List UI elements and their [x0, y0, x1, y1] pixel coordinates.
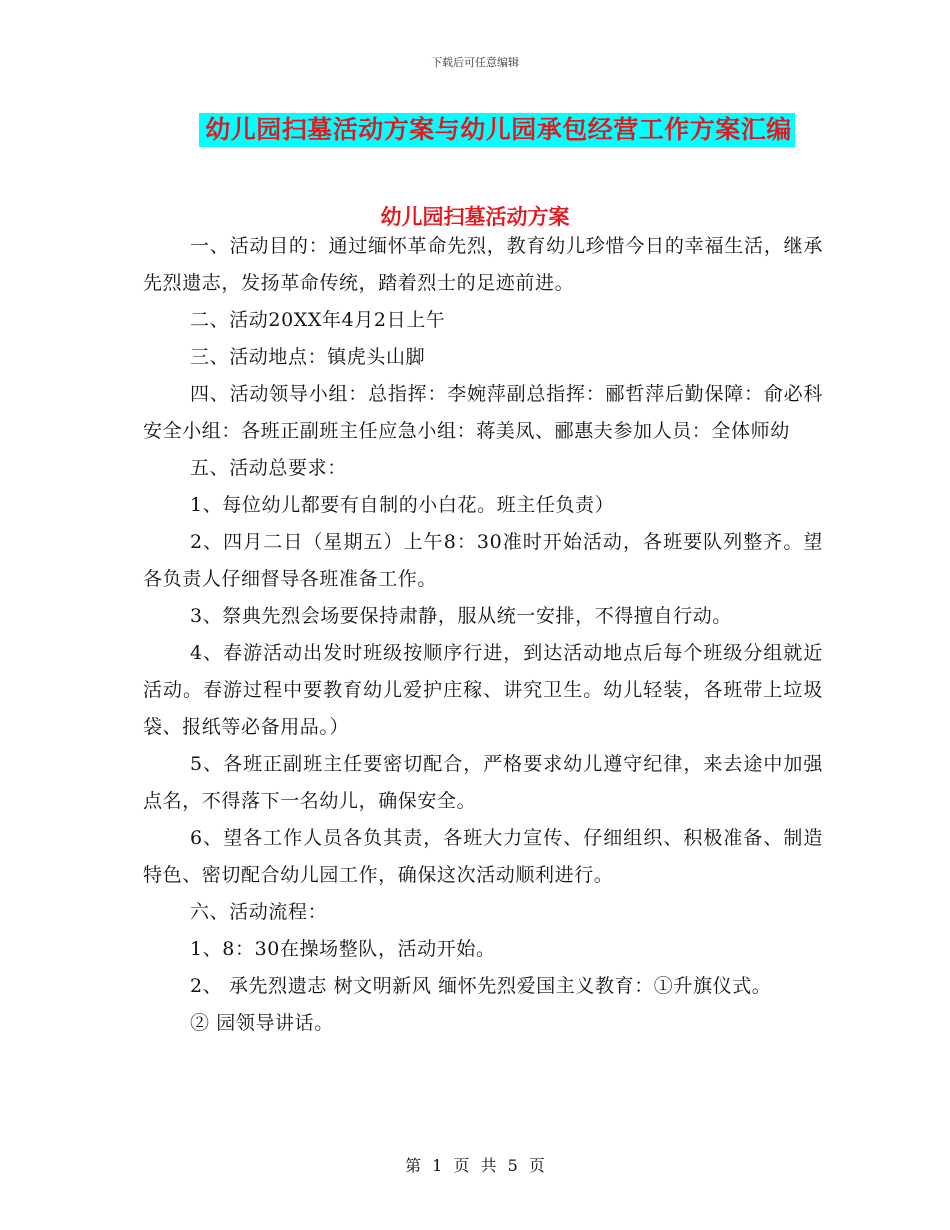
- paragraph: 1、8：30在操场整队，活动开始。: [190, 938, 496, 960]
- document-body: [143, 228, 823, 1042]
- page-header-note: 下载后可任意编辑: [431, 56, 519, 69]
- paragraph: 6、望各工作人员各负其责，各班大力宣传、仔细组织、积极准备、制造特色、密切配合幼儿园工作，确保这次活动顺利进行。: [143, 827, 823, 886]
- paragraph: 2、 承先烈遗志 树文明新风 缅怀先烈爱国主义教育：①升旗仪式。: [190, 975, 772, 997]
- paragraph: 四、活动领导小组：总指挥：李婉萍副总指挥：郦哲萍后勤保障：俞必科 安全小组：各班正副班主任应急小组：蒋美凤、郦惠夫参加人员：全体师幼: [143, 383, 823, 442]
- paragraph: 5、各班正副班主任要密切配合，严格要求幼儿遵守纪律，来去途中加强点名，不得落下一名幼儿，确保安全。: [143, 753, 823, 812]
- paragraph: 二、活动20XX年4月2日上午: [190, 309, 446, 331]
- page-footer: 第 1 页 共 5 页: [405, 1156, 545, 1175]
- document-title: 幼儿园扫墓活动方案与幼儿园承包经营工作方案汇编: [199, 113, 795, 147]
- paragraph: 一、活动目的：通过缅怀革命先烈，教育幼儿珍惜今日的幸福生活，继承先烈遗志，发扬革命传统，踏着烈士的足迹前进。: [143, 235, 823, 294]
- paragraph: 五、活动总要求：: [190, 457, 347, 479]
- paragraph: ② 园领导讲话。: [190, 1012, 334, 1034]
- paragraph: 2、四月二日（星期五）上午8：30准时开始活动，各班要队列整齐。望各负责人仔细督导各班准备工作。: [143, 531, 823, 590]
- paragraph: 1、每位幼儿都要有自制的小白花。班主任负责）: [190, 494, 615, 516]
- paragraph: 六、活动流程：: [190, 901, 328, 923]
- section-title: 幼儿园扫墓活动方案: [380, 205, 570, 229]
- document-title-container: [0, 113, 950, 147]
- paragraph: 4、春游活动出发时班级按顺序行进，到达活动地点后每个班级分组就近活动。春游过程中要教育幼儿爱护庄稼、讲究卫生。幼儿轻装，各班带上垃圾袋、报纸等必备用品。）: [143, 642, 823, 738]
- paragraph: 3、祭典先烈会场要保持肃静，服从统一安排，不得擅自行动。: [190, 605, 732, 627]
- paragraph: 三、活动地点：镇虎头山脚: [190, 346, 426, 368]
